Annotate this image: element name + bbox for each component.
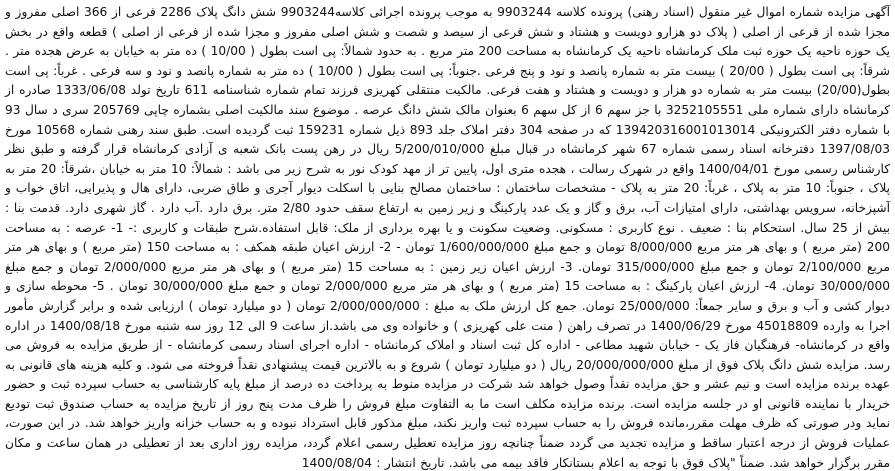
auction-notice-text: آگهی مزایده شماره اموال غیر منقول (اسناد رهنی) پرونده کلاسه 9903244 به موجب پرونده اجرائی کلاسه9903244 شش دانگ پلاک 2286 فرعی از 366 اصلی مفروز و مجزا شده از فرعی از اصلی ( پلاک دو هزارو دویست و هشتاد و شش فرعی از سیصد و شصت و شش اصلی مفروز و مجزا شده از فرعی از اصلی ) قطعه واقع در بخش یک حوزه ناحیه یک حوزه ثبت ملک کرمانشاه ناحیه یک کرمانشاه به مساحت 200 متر مربع . به حدود شمالاً: پی است بطول ( 10/00 ) ده متر به خیابان به عرض هجده متر . شرقاً: پی است بطول ( 20/00 ) بیست متر به شماره پانصد و نود و پنج فرعی .جنوباً: پی است بطول ( 10/00 ) ده متر به شماره پانصد و نود و سه فرعی . غرباً: پی است بطول(20/00) بیست متر به شماره دو هزار و دویست و هشتاد و هفت فرعی. مالکیت منتقلی کهریزی فرزند تمام شماره شناسنامه 611 تاریخ تولد 1333/06/08 صادره از کرمانشاه دارای شماره ملی 3252105551 با جز سهم 6 از کل سهم 6 بعنوان مالک شش دانگ عرصه . موضوع سند مالکیت اصلی بشماره چاپی 205769 سری د سال 93 با شماره دفتر الکترونیکی 139420316001013014 که در صفحه 304 دفتر املاک جلد 893 ذیل شماره 159231 ثبت گردیده است. طبق سند رهنی شماره 10568 مورخ 1397/08/03 دفترخانه اسناد رسمی شماره 67 شهر کرمانشاه در قبال مبلغ 5/200/010/000 ریال در رهن پست بانک شعبه ی آزادی کرمانشاه قرار گرفته و طبق نظر کارشناس رسمی مورخ 1400/04/01 واقع در شهرک رسالت ، هجده متری اول، پایین تر از مهد کودک نور به شرح زیر می باشد : شمالاً: 10 متر به خیابان ،شرقاً: 20 متر به پلاک ، جنوباً: 10 متر به پلاک ، غرباً: 20 متر به پلاک - مشخصات ساختمان : ساختمان مصالح بنایی با اسکلت دیوار آجری و طاق ضربی، دارای هال و پذیرایی، اتاق خواب و آشپزخانه، سرویس بهداشتی، دارای امتیازات آب، برق و گاز و یک عدد پارکینگ و زیر زمین به ارتفاع سقف حدود 2/80 متر. برق دارد .آب دارد . گاز شهری دارد. قدمت بنا : بیش از 25 سال. استحکام بنا : ضعیف . نوع کاربری : مسکونی. وضعیت سکونت و یا بهره برداری از ملک: قابل استفاده.شرح طبقات و کاربری :- 1- عرصه : به مساحت 200 (متر مربع ) و بهای هر متر مربع 8/000/000 تومان و جمع مبلغ 1/600/000/000 تومان - 2- ارزش اعیان طبقه همکف : به مساحت 150 (متر مربع ) و بهای هر متر مربع 2/100/000 تومان و جمع مبلغ 315/000/000 تومان. 3- ارزش اعیان زیر زمین : به مساحت 15 (متر مربع ) و بهای هر متر مربع 2/000/000 تومان و جمع مبلغ 30/000/000 تومان. 4- ارزش اعیان پارکینگ : به مساحت 15 (متر مربع ) و بهای هر متر مربع 2/000/000 تومان و جمع مبلغ 30/000/000 تومان . 5- محوطه سازی و دیوار کشی و آب و برق و سایر جمعاً: 25/000/000 تومان. جمع کل ارزش ملک به مبلغ : 2/000/000/000 تومان ( دو میلیارد تومان ) ارزیابی شده و برابر گزارش مأمور اجرا به وارده 45018809 مورخ 1400/06/29 در تصرف راهن ( منت علی کهریزی ) و خانواده وی می باشد.از ساعت 9 الی 12 روز سه شنبه مورخ 1400/08/18 در اداره واقع در کرمانشاه- فرهنگیان فاز یک - خیابان شهید مطاعی - اداره کل ثبت اسناد و املاک کرمانشاه - اداره اجرای اسناد رسمی کرمانشاه - از طریق مزایده به فروش می رسد. مزایده شش دانگ پلاک فوق از مبلغ 20/000/000/000 ریال ( دو میلیارد تومان ) شروع و به بالاترین قیمت پیشنهادی نقداً فروخته می شود. و کلیه هزینه های قانونی به عهده برنده مزایده است و نیم عشر و حق مزایده نقداً وصول خواهد شد شرکت در مزایده منوط به پرداخت ده درصد از مبلغ پایه کارشناسی به حساب سپرده ثبت و حضور خریدار با نماینده قانونی او در جلسه مزایده است. برنده مزایده مکلف است ما به التفاوت مبلغ فروش را ظرف مدت پنج روز از تاریخ مزایده به حساب صندوق ثبت تودیع نماید ودر صورتی که ظرف مهلت مقرر،مانده فروش را به حساب سپرده ثبت واریز نکند، مبلغ مذکور قابل استرداد نبوده و به حساب خزانه واریز خواهد شد. در این صورت، عملیات فروش از درجه اعتبار ساقط و مزایده تجدید می گردد ضمناً چنانچه روز مزایده تعطیل رسمی اعلام گردد، مزایده روز اداری بعد از تعطیلی در همان ساعت و مکان مقرر برگزار خواهد شد. ضمناً "پلاک فوق با توجه به اعلام بستانکار فاقد بیمه می باشد. تاریخ انتشار : 1400/08/04 <box>5 5 891 470</box>
